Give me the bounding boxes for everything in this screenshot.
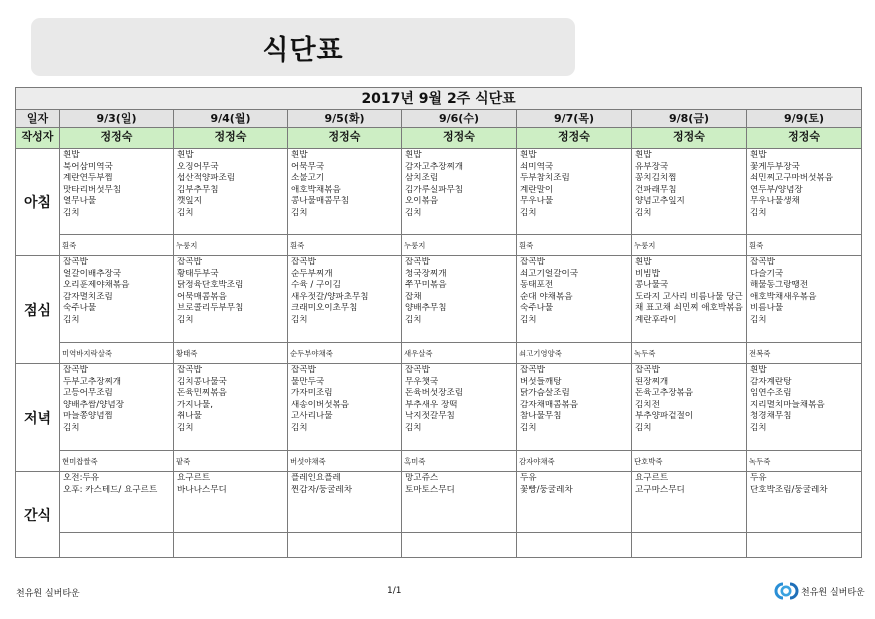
porridge-cell: 흑미죽 bbox=[402, 451, 517, 472]
menu-cell bbox=[402, 256, 517, 343]
menu-item: 잡곡밥 bbox=[520, 365, 545, 375]
menu-item: 숙주나물 bbox=[520, 303, 554, 314]
porridge-cell: 녹두죽 bbox=[632, 343, 747, 364]
meal-row bbox=[16, 364, 862, 451]
menu-item: 애호박채새우볶음 bbox=[750, 291, 817, 302]
porridge-cell: 새우살죽 bbox=[402, 343, 517, 364]
menu-item: 토마토스무디 bbox=[405, 484, 455, 495]
menu-item: 흰밥 bbox=[750, 150, 767, 160]
menu-item: 잡곡밥 bbox=[405, 257, 430, 267]
menu-item: 숙주나물 bbox=[63, 303, 97, 314]
menu-item: 건파래무침 bbox=[635, 184, 677, 195]
menu-item: 소불고기 bbox=[291, 173, 325, 184]
menu-item: 김치 bbox=[750, 207, 767, 218]
menu-item: 오후: 카스테드/ 요구르트 bbox=[63, 484, 158, 495]
page-title-box bbox=[31, 18, 575, 76]
porridge-cell: 흰죽 bbox=[60, 235, 174, 256]
menu-item: 순대 야채볶음 bbox=[520, 291, 573, 302]
menu-cell bbox=[288, 256, 402, 343]
day-header: 9/4(월) bbox=[174, 110, 288, 128]
menu-item: 깻잎지 bbox=[177, 196, 202, 207]
menu-cell bbox=[747, 364, 862, 451]
menu-item: 마늘쫑양념찜 bbox=[63, 411, 113, 422]
menu-item: 플레인요플레 bbox=[291, 473, 341, 483]
menu-item: 콩나물매콤무침 bbox=[291, 196, 350, 207]
menu-item: 김치 bbox=[520, 207, 537, 218]
menu-cell bbox=[60, 472, 174, 533]
menu-item: 쇠민찌고구마버섯볶음 bbox=[750, 173, 834, 184]
menu-item: 애호박채볶음 bbox=[291, 184, 341, 195]
menu-item: 고구마스무디 bbox=[635, 484, 685, 495]
menu-item: 오리훈제야채볶음 bbox=[63, 280, 130, 291]
meal-label: 간식 bbox=[16, 472, 60, 558]
menu-item: 수육 / 구이김 bbox=[291, 280, 341, 291]
menu-item: 감자고추장찌개 bbox=[405, 161, 464, 172]
menu-item: 양배추무침 bbox=[405, 303, 447, 314]
menu-item: 김치 bbox=[405, 422, 422, 433]
menu-item: 무우챗국 bbox=[405, 376, 439, 387]
menu-item: 김치 bbox=[291, 207, 308, 218]
menu-item: 잡곡밥 bbox=[177, 365, 202, 375]
menu-item: 돈육버섯장조림 bbox=[405, 388, 464, 399]
logo-text: 천유원 실버타운 bbox=[801, 587, 865, 598]
menu-item: 얼갈이배추장국 bbox=[63, 268, 122, 279]
empty-cell bbox=[174, 533, 288, 558]
porridge-cell: 전복죽 bbox=[747, 343, 862, 364]
menu-item: 김치콩나물국 bbox=[177, 376, 227, 387]
menu-item: 김치 bbox=[63, 314, 80, 325]
menu-item: 김치 bbox=[405, 207, 422, 218]
menu-cell bbox=[288, 472, 402, 533]
porridge-cell: 버섯야채죽 bbox=[288, 451, 402, 472]
menu-item: 새우젓갈/양파초무침 bbox=[291, 291, 369, 302]
menu-cell bbox=[747, 472, 862, 533]
empty-cell bbox=[632, 533, 747, 558]
empty-cell bbox=[288, 533, 402, 558]
menu-item: 찐감자/둥굴레차 bbox=[291, 484, 353, 495]
menu-item: 다슬기국 bbox=[750, 268, 784, 279]
author-cell: 정정숙 bbox=[60, 128, 174, 149]
menu-item: 김치 bbox=[750, 422, 767, 433]
porridge-row bbox=[16, 451, 862, 472]
menu-item: 물만두국 bbox=[291, 376, 325, 387]
menu-item: 감자멸치조림 bbox=[63, 291, 113, 302]
menu-item: 오징어무국 bbox=[177, 161, 219, 172]
menu-cell bbox=[517, 472, 632, 533]
menu-item: 닭정육단호박조림 bbox=[177, 280, 244, 291]
menu-cell bbox=[402, 149, 517, 235]
menu-item: 맛타리버섯무침 bbox=[63, 184, 122, 195]
menu-item: 버섯들깨탕 bbox=[520, 376, 562, 387]
day-header: 9/9(토) bbox=[747, 110, 862, 128]
menu-item: 김치 bbox=[520, 314, 537, 325]
menu-cell bbox=[632, 364, 747, 451]
menu-item: 흰밥 bbox=[635, 257, 652, 267]
porridge-cell: 누룽지 bbox=[632, 235, 747, 256]
menu-item: 고사리나물 bbox=[291, 411, 333, 422]
porridge-cell: 감자야채죽 bbox=[517, 451, 632, 472]
menu-item: 비빔밥 bbox=[635, 268, 660, 279]
menu-item: 잡곡밥 bbox=[405, 365, 430, 375]
menu-item: 비름나물 bbox=[750, 303, 784, 314]
day-header: 9/7(목) bbox=[517, 110, 632, 128]
menu-item: 도라지 고사리 비름나물 당근채 표고채 쇠민찌 애호박볶음 bbox=[635, 291, 743, 314]
menu-cell bbox=[747, 149, 862, 235]
menu-item: 가지나물, bbox=[177, 399, 213, 410]
menu-item: 김치 bbox=[635, 422, 652, 433]
menu-cell bbox=[747, 256, 862, 343]
menu-cell bbox=[60, 149, 174, 235]
menu-item: 돈육고추장볶음 bbox=[635, 388, 694, 399]
menu-cell bbox=[632, 149, 747, 235]
table-title: 2017년 9월 2주 식단표 bbox=[16, 88, 862, 110]
menu-item: 닭가슴살조림 bbox=[520, 388, 570, 399]
day-header: 9/3(일) bbox=[60, 110, 174, 128]
menu-item: 계란후라이 bbox=[635, 314, 677, 325]
menu-item: 잡곡밥 bbox=[750, 257, 775, 267]
menu-item: 김치 bbox=[177, 422, 194, 433]
empty-cell bbox=[402, 533, 517, 558]
porridge-cell: 녹두죽 bbox=[747, 451, 862, 472]
porridge-cell: 누룽지 bbox=[402, 235, 517, 256]
meal-label: 점심 bbox=[16, 256, 60, 364]
menu-item: 오전:두유 bbox=[63, 473, 100, 483]
menu-cell bbox=[632, 256, 747, 343]
footer-page-number: 1/1 bbox=[387, 586, 402, 596]
day-header: 9/5(화) bbox=[288, 110, 402, 128]
menu-item: 잡곡밥 bbox=[635, 365, 660, 375]
menu-item: 무우나물생채 bbox=[750, 196, 800, 207]
footer-org: 천유원 실버타운 bbox=[16, 589, 80, 599]
menu-item: 새송이버섯볶음 bbox=[291, 399, 350, 410]
menu-item: 참나물무침 bbox=[520, 411, 562, 422]
empty-cell bbox=[517, 533, 632, 558]
porridge-cell: 팥죽 bbox=[174, 451, 288, 472]
menu-item: 계란말이 bbox=[520, 184, 554, 195]
meal-row bbox=[16, 149, 862, 235]
logo bbox=[774, 582, 865, 600]
menu-cell bbox=[60, 364, 174, 451]
porridge-cell: 누룽지 bbox=[174, 235, 288, 256]
menu-item: 어묵무국 bbox=[291, 161, 325, 172]
menu-item: 쭈꾸미볶음 bbox=[405, 280, 447, 291]
day-header: 9/8(금) bbox=[632, 110, 747, 128]
blank-row bbox=[16, 533, 862, 558]
menu-item: 김치 bbox=[291, 314, 308, 325]
menu-item: 연두부/양념장 bbox=[750, 184, 803, 195]
meal-row bbox=[16, 256, 862, 343]
menu-cell bbox=[174, 472, 288, 533]
author-cell: 정정숙 bbox=[402, 128, 517, 149]
meal-label: 저녁 bbox=[16, 364, 60, 472]
porridge-cell: 쇠고기영양죽 bbox=[517, 343, 632, 364]
menu-item: 꽃빵/둥굴레차 bbox=[520, 484, 573, 495]
logo-icon bbox=[774, 582, 799, 600]
menu-item: 두부참치조림 bbox=[520, 173, 570, 184]
menu-cell bbox=[60, 256, 174, 343]
porridge-cell: 단호박죽 bbox=[632, 451, 747, 472]
menu-item: 청국장찌개 bbox=[405, 268, 447, 279]
porridge-cell: 황태죽 bbox=[174, 343, 288, 364]
menu-item: 부추새우 장떡 bbox=[405, 399, 458, 410]
menu-item: 흰밥 bbox=[750, 365, 767, 375]
menu-item: 섭산적양파조림 bbox=[177, 173, 236, 184]
menu-item: 김치 bbox=[177, 314, 194, 325]
menu-cell bbox=[517, 149, 632, 235]
menu-item: 흰밥 bbox=[405, 150, 422, 160]
menu-item: 부추양파겉절이 bbox=[635, 411, 694, 422]
menu-cell bbox=[402, 364, 517, 451]
menu-item: 북어삼미역국 bbox=[63, 161, 113, 172]
menu-cell bbox=[402, 472, 517, 533]
menu-item: 흰밥 bbox=[177, 150, 194, 160]
menu-item: 잡곡밥 bbox=[63, 365, 88, 375]
menu-item: 흰밥 bbox=[291, 150, 308, 160]
menu-item: 순두부찌개 bbox=[291, 268, 333, 279]
menu-item: 콩나물국 bbox=[635, 280, 669, 291]
porridge-cell: 흰죽 bbox=[747, 235, 862, 256]
menu-item: 낙지젓갈무침 bbox=[405, 411, 455, 422]
menu-item: 무우나물 bbox=[520, 196, 554, 207]
author-cell: 정정숙 bbox=[747, 128, 862, 149]
menu-item: 김치 bbox=[635, 207, 652, 218]
menu-item: 어묵매콤볶음 bbox=[177, 291, 227, 302]
author-cell: 정정숙 bbox=[174, 128, 288, 149]
menu-item: 쇠미역국 bbox=[520, 161, 554, 172]
menu-item: 꽁치김치찜 bbox=[635, 173, 677, 184]
menu-item: 가자미조림 bbox=[291, 388, 333, 399]
menu-item: 오이볶음 bbox=[405, 196, 439, 207]
menu-item: 감자채매콤볶음 bbox=[520, 399, 579, 410]
menu-item: 김치 bbox=[177, 207, 194, 218]
menu-cell bbox=[632, 472, 747, 533]
porridge-cell: 미역바지락살죽 bbox=[60, 343, 174, 364]
menu-item: 잡곡밥 bbox=[63, 257, 88, 267]
menu-cell bbox=[288, 149, 402, 235]
menu-item: 크래미오이초무침 bbox=[291, 303, 358, 314]
menu-cell bbox=[174, 256, 288, 343]
menu-item: 요구르트 bbox=[177, 473, 211, 483]
menu-item: 삼치조림 bbox=[405, 173, 439, 184]
menu-item: 쇠고기얼갈이국 bbox=[520, 268, 579, 279]
porridge-cell: 흰죽 bbox=[288, 235, 402, 256]
author-label: 작성자 bbox=[16, 128, 60, 149]
day-label: 일자 bbox=[16, 110, 60, 128]
menu-item: 임연수조림 bbox=[750, 388, 792, 399]
menu-item: 해물동그랑땡전 bbox=[750, 280, 809, 291]
meal-row bbox=[16, 472, 862, 533]
menu-item: 황태두부국 bbox=[177, 268, 219, 279]
menu-item: 잡곡밥 bbox=[177, 257, 202, 267]
menu-item: 김부추무침 bbox=[177, 184, 219, 195]
menu-item: 브로콜리두부무침 bbox=[177, 303, 244, 314]
menu-item: 잡채 bbox=[405, 291, 422, 302]
menu-item: 잡곡밥 bbox=[291, 257, 316, 267]
day-header: 9/6(수) bbox=[402, 110, 517, 128]
menu-item: 바나나스무디 bbox=[177, 484, 227, 495]
menu-item: 열무나물 bbox=[63, 196, 97, 207]
menu-cell bbox=[174, 364, 288, 451]
empty-cell bbox=[60, 533, 174, 558]
menu-cell bbox=[517, 364, 632, 451]
menu-table bbox=[15, 87, 862, 558]
menu-item: 김치 bbox=[520, 422, 537, 433]
menu-item: 김치전 bbox=[635, 399, 660, 410]
menu-item: 두유 bbox=[520, 473, 537, 483]
menu-item: 꽃게두부장국 bbox=[750, 161, 800, 172]
menu-item: 지리멸치마늘채볶음 bbox=[750, 399, 825, 410]
menu-item: 김치 bbox=[291, 422, 308, 433]
porridge-cell: 순두부야채죽 bbox=[288, 343, 402, 364]
menu-item: 유부장국 bbox=[635, 161, 669, 172]
menu-item: 김치 bbox=[63, 207, 80, 218]
porridge-cell: 현미찹쌀죽 bbox=[60, 451, 174, 472]
meal-label: 아침 bbox=[16, 149, 60, 256]
porridge-row bbox=[16, 343, 862, 364]
menu-item: 흰밥 bbox=[635, 150, 652, 160]
menu-item: 돈육민찌볶음 bbox=[177, 388, 227, 399]
menu-item: 감자계란탕 bbox=[750, 376, 792, 387]
menu-item: 청경채무침 bbox=[750, 411, 792, 422]
menu-item: 흰밥 bbox=[63, 150, 80, 160]
menu-item: 김가루실파무침 bbox=[405, 184, 464, 195]
author-cell: 정정숙 bbox=[288, 128, 402, 149]
menu-item: 고등어무조림 bbox=[63, 388, 113, 399]
empty-cell bbox=[747, 533, 862, 558]
author-cell: 정정숙 bbox=[517, 128, 632, 149]
menu-item: 잡곡밥 bbox=[520, 257, 545, 267]
menu-item: 동태포전 bbox=[520, 280, 554, 291]
porridge-cell: 흰죽 bbox=[517, 235, 632, 256]
menu-item: 계란연두부찜 bbox=[63, 173, 113, 184]
menu-item: 요구르트 bbox=[635, 473, 669, 483]
menu-cell bbox=[288, 364, 402, 451]
menu-item: 양념고추잎지 bbox=[635, 196, 685, 207]
menu-item: 김치 bbox=[63, 422, 80, 433]
menu-item: 망고쥬스 bbox=[405, 473, 439, 483]
menu-item: 잡곡밥 bbox=[291, 365, 316, 375]
menu-item: 된장찌개 bbox=[635, 376, 669, 387]
menu-item: 양배추쌈/양념장 bbox=[63, 399, 125, 410]
menu-item: 김치 bbox=[405, 314, 422, 325]
author-cell: 정정숙 bbox=[632, 128, 747, 149]
menu-item: 취나물 bbox=[177, 411, 202, 422]
menu-item: 두유 bbox=[750, 473, 767, 483]
porridge-row bbox=[16, 235, 862, 256]
menu-item: 흰밥 bbox=[520, 150, 537, 160]
menu-cell bbox=[517, 256, 632, 343]
menu-cell bbox=[174, 149, 288, 235]
menu-item: 단호박조림/둥굴레차 bbox=[750, 484, 828, 495]
page-title: 식단표 bbox=[262, 34, 344, 66]
menu-item: 김치 bbox=[750, 314, 767, 325]
menu-item: 두부고추장찌개 bbox=[63, 376, 122, 387]
